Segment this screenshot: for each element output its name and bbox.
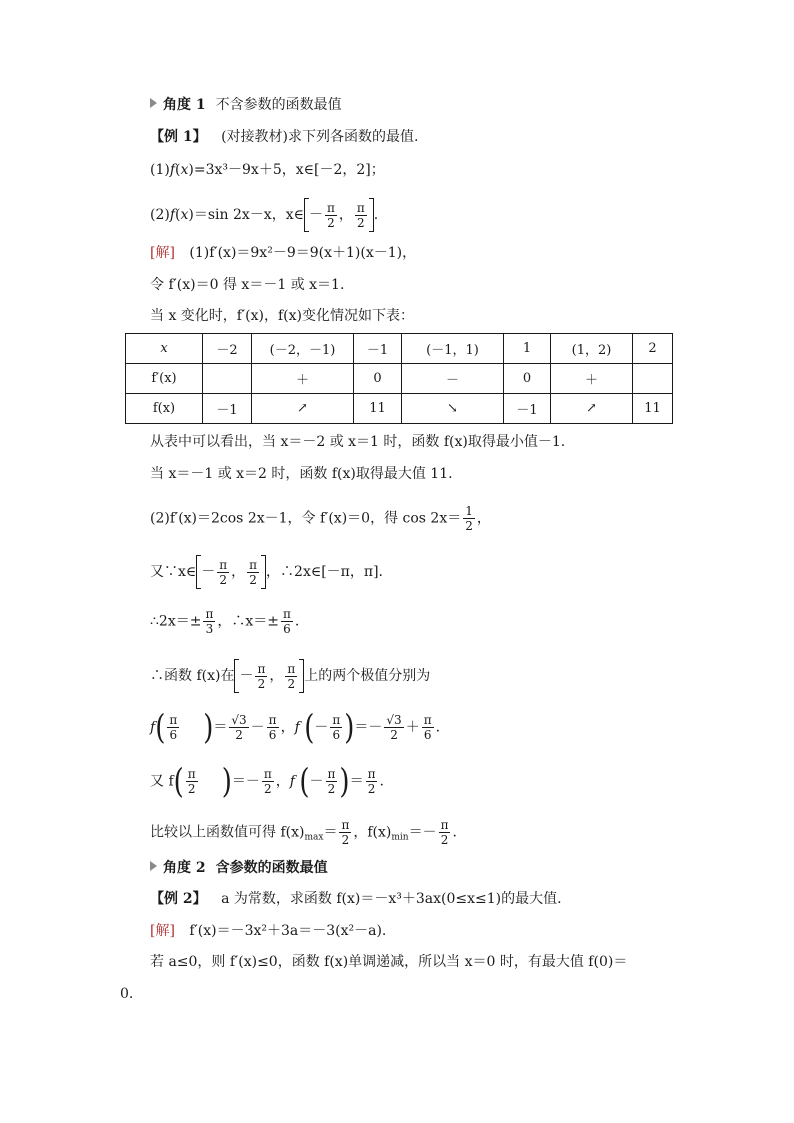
table-cell: (1，2): [551, 334, 633, 364]
table-cell: [203, 364, 252, 394]
table-cell: ＋: [551, 364, 633, 394]
fraction-sqrt3-over-2: $\frac{√3}{2}$: [386, 713, 402, 742]
fraction-pi-over-2: $\frac{\pi}{2}$: [249, 557, 258, 587]
p2-prefix: (2): [150, 207, 170, 223]
table-cell: 1: [504, 334, 551, 364]
fraction-pi-over-2: $\frac{\pi}{2}$: [341, 818, 350, 847]
example1-text: (对接教材)求下列各函数的最值.: [221, 129, 419, 145]
fraction-pi-over-6: $\frac{\pi}{6}$: [282, 607, 291, 636]
solution2-line6: 又 f( $\frac{\pi}{2}$ )＝－ $\frac{\pi}{2}$ ，f (－ $\frac{\pi}{2}$ )＝ $\frac{\pi}{2}$ .: [150, 762, 384, 801]
table-cell: －2: [203, 334, 252, 364]
fraction-pi-over-2: $\frac{\pi}{2}$: [263, 767, 272, 796]
p1-prefix: (1): [150, 162, 170, 178]
sol3-l1: f′(x)＝－3x²＋3a＝－3(x²－a).: [189, 923, 387, 939]
fraction-pi-over-2: $\frac{\pi}{2}$: [287, 661, 296, 691]
sol2-l2a: 又∵x∈: [150, 564, 197, 580]
fraction-pi-over-2: $\frac{\pi}{2}$: [327, 767, 336, 796]
solution1-line4: 从表中可以看出，当 x＝－2 或 x＝1 时，函数 f(x)取得最小值－1.: [150, 434, 566, 450]
sol2-l4a: ∴函数 f(x)在: [150, 668, 235, 684]
solution2-line5: f( $\frac{\pi}{6}$ )＝ $\frac{√3}{2}$ － $\frac{\pi}{6}$ ，f (－ $\frac{\pi}{6}$ )＝－ $\frac{√3}{2}$ ＋ $\frac{\pi}{6}$ .: [150, 708, 441, 747]
table-cell: f′(x): [126, 364, 203, 394]
solution1-line1: [150, 243, 416, 263]
sol2-l7a: 比较以上函数值可得 f(x): [150, 824, 305, 841]
fraction-pi-over-6: $\frac{\pi}{6}$: [332, 713, 341, 742]
solution1-line5: 当 x＝－1 或 x＝2 时，函数 f(x)取得最大值 11.: [150, 466, 453, 482]
table-cell: －1: [504, 394, 551, 424]
angle1-heading: [150, 95, 342, 115]
angle2-heading: [150, 858, 328, 878]
fraction-pi-over-2: $\frac{\pi}{2}$: [187, 767, 196, 796]
example2-text: a 为常数，求函数 f(x)＝－x³＋3ax(0≤x≤1)的最大值.: [221, 891, 562, 907]
max-subscript: max: [304, 832, 324, 843]
table-row: [126, 334, 673, 364]
fraction-pi-over-6: $\frac{\pi}{6}$: [423, 713, 432, 742]
fraction-pi-over-2: $\frac{\pi}{2}$: [440, 818, 449, 847]
sol2-l3b: ，∴x＝±: [217, 613, 279, 630]
solution3-line3: 0.: [120, 986, 134, 1002]
table-row: [126, 394, 673, 424]
triangle-marker-icon: [150, 98, 157, 108]
solution2-line1: (2)f′(x)＝2cos 2x－1，令 f′(x)＝0，得 cos 2x＝ $\frac{1}{2}$ ，: [150, 504, 491, 533]
table-cell: 0: [504, 364, 551, 394]
sol2-l2b: ，∴2x∈[－π，π].: [266, 564, 383, 580]
fraction-pi-over-6: $\frac{\pi}{6}$: [169, 713, 178, 742]
sol2-l1a: (2)f′(x)＝2cos 2x－1，令 f′(x)＝0，得 cos 2x＝: [150, 510, 462, 527]
fraction-1-over-2: $\frac{1}{2}$: [465, 504, 473, 533]
example1-part1: (1)f(x)=3x³－9x＋5，x∈[－2，2]；: [150, 162, 385, 178]
example2-statement: [150, 889, 562, 909]
example1-part2: (2)f(x)＝sin 2x－x，x∈ － $\frac{\pi}{2}$ ， $\frac{\pi}{2}$ .: [150, 198, 378, 232]
table-cell: ↗: [252, 394, 354, 424]
solution3-line2: 若 a≤0，则 f′(x)≤0，函数 f(x)单调递减，所以当 x＝0 时，有最大值 f(0)＝: [150, 954, 628, 970]
min-subscript: min: [391, 832, 409, 843]
p2-rest: ＝sin 2x－x，x∈: [193, 207, 304, 223]
example2-tag: 【例 2】: [150, 891, 207, 907]
solution2-line4: ∴函数 f(x)在 － $\frac{\pi}{2}$ ， $\frac{\pi}{2}$ 上的两个极值分别为: [150, 659, 430, 693]
fraction-pi-over-2: $\frac{\pi}{2}$: [367, 767, 376, 796]
table-cell: (－1，1): [402, 334, 504, 364]
table-cell: ↗: [551, 394, 633, 424]
solution2-line3: ∴2x＝± $\frac{\pi}{3}$ ，∴x＝± $\frac{\pi}{6}$ .: [150, 607, 300, 636]
sol2-l7d: ，f(x): [353, 824, 392, 841]
table-cell: f(x): [126, 394, 203, 424]
angle2-title: 含参数的函数最值: [215, 860, 328, 876]
angle2-label: 角度 2: [163, 860, 206, 876]
table-cell: 0: [354, 364, 402, 394]
sol2-l4b: 上的两个极值分别为: [304, 668, 431, 684]
table-cell: －1: [354, 334, 402, 364]
angle1-title: 不含参数的函数最值: [215, 97, 342, 113]
fraction-pi-over-2: $\frac{\pi}{2}$: [356, 200, 365, 230]
solution3-line1: [150, 921, 386, 941]
example1-statement: [150, 127, 418, 147]
solution1-line3: 当 x 变化时，f′(x)，f(x)变化情况如下表：: [150, 308, 414, 324]
angle1-label: 角度 1: [163, 97, 206, 113]
fraction-pi-over-2: $\frac{\pi}{2}$: [257, 661, 266, 691]
table-cell: [633, 364, 673, 394]
table-cell: 11: [633, 394, 673, 424]
fraction-sqrt3-over-2: $\frac{√3}{2}$: [231, 713, 247, 742]
p1-rest: =3x³－9x＋5，x∈[－2，2]；: [193, 162, 385, 178]
minus: －: [308, 207, 323, 223]
table-cell: ↘: [402, 394, 504, 424]
fraction-pi-over-2: $\frac{\pi}{2}$: [326, 200, 335, 230]
table-cell: x: [126, 334, 203, 364]
example1-tag: 【例 1】: [150, 129, 207, 145]
fraction-pi-over-2: $\frac{\pi}{2}$: [219, 557, 228, 587]
variation-table: [125, 333, 673, 424]
sol2-l3a: ∴2x＝±: [150, 613, 202, 630]
solution1-line2: 令 f′(x)＝0 得 x＝－1 或 x＝1.: [150, 277, 345, 293]
table-cell: －: [402, 364, 504, 394]
table-cell: 11: [354, 394, 402, 424]
table-cell: －1: [203, 394, 252, 424]
table-cell: (－2，－1): [252, 334, 354, 364]
table-cell: 2: [633, 334, 673, 364]
solution2-line2: 又∵x∈ － $\frac{\pi}{2}$ ， $\frac{\pi}{2}$ ，∴2x∈[－π，π].: [150, 555, 383, 589]
table-row: [126, 364, 673, 394]
fraction-pi-over-3: $\frac{\pi}{3}$: [205, 607, 214, 636]
table-cell: ＋: [252, 364, 354, 394]
fraction-pi-over-6: $\frac{\pi}{6}$: [268, 713, 277, 742]
solution-tag: [解]: [150, 245, 175, 261]
solution-tag: [解]: [150, 923, 175, 939]
solution2-line7: 比较以上函数值可得 $f(x)_{max}=$ $\frac{\pi}{2}$ ，$f(x)_{min}=-$ $\frac{\pi}{2}$ .: [150, 818, 457, 847]
triangle-marker-icon: [150, 861, 157, 871]
p1-f: f: [169, 162, 176, 178]
sol1-l1: (1)f′(x)＝9x²－9＝9(x＋1)(x－1)，: [189, 245, 417, 261]
p2-f: f: [169, 207, 176, 223]
